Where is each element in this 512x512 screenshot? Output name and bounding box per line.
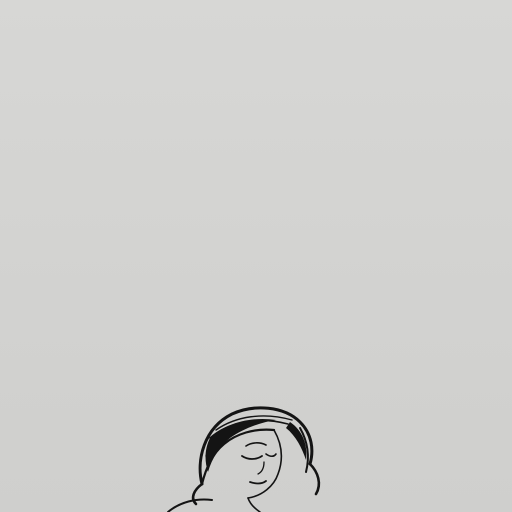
neck	[248, 498, 260, 512]
nose	[258, 462, 264, 474]
hair-flip-right	[310, 464, 319, 494]
closed-eye-right	[266, 454, 276, 456]
girl-head-illustration	[150, 398, 330, 512]
eyebrow	[246, 443, 266, 446]
shoulder-left	[168, 500, 212, 512]
closed-eye-left	[242, 456, 262, 459]
face-contour	[248, 430, 281, 498]
mouth	[250, 481, 266, 483]
